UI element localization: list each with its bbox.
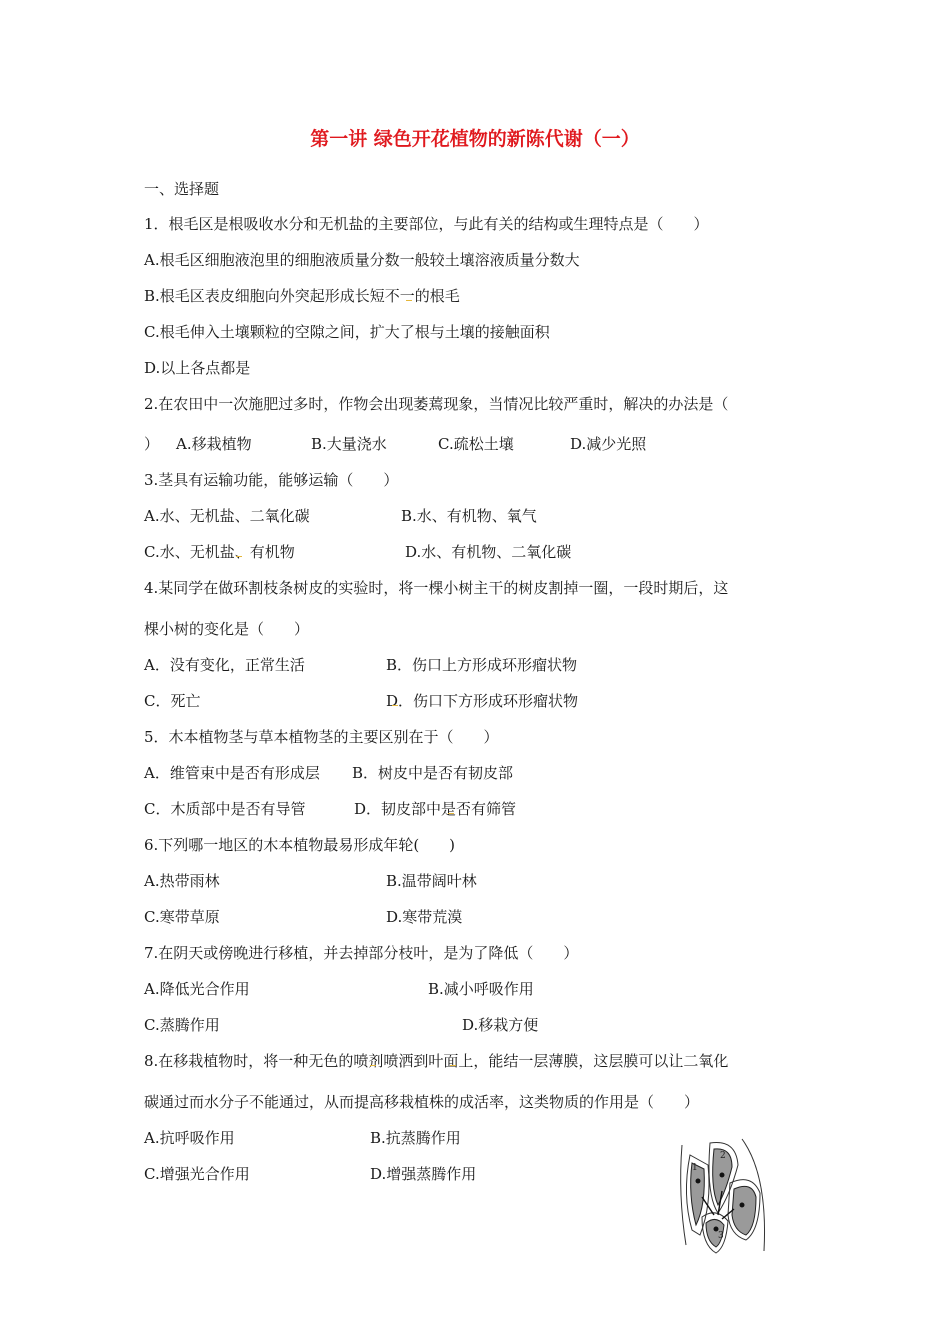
question-4-option-a: A．没有变化，正常生活: [144, 656, 305, 674]
question-5-option-c: C．木质部中是否有导管: [144, 800, 306, 818]
question-4-option-d: D．伤口下方形成环形瘤状物: [386, 692, 579, 710]
question-3-option-d: D.水、有机物、二氧化碳: [405, 543, 572, 561]
question-1-option-d: D.以上各点都是: [144, 359, 251, 377]
question-1-option-a: A.根毛区细胞液泡里的细胞液质量分数一般较土壤溶液质量分数大: [144, 251, 580, 269]
question-1-stem: 1．根毛区是根吸收水分和无机盐的主要部位，与此有关的结构或生理特点是（ ）: [144, 215, 709, 233]
scan-mark: [236, 553, 242, 557]
question-1-option-b: B.根毛区表皮细胞向外突起形成长短不一的根毛: [144, 287, 460, 305]
cell-label-2: 2: [720, 1151, 726, 1161]
question-6-stem: 6.下列哪一地区的木本植物最易形成年轮( ): [144, 836, 456, 854]
question-8-stem: 8.在移栽植物时，将一种无色的喷剂喷洒到叶面上，能结一层薄膜，这层膜可以让二氧化: [144, 1052, 729, 1070]
question-3-option-a: A.水、无机盐、二氧化碳: [144, 507, 310, 525]
scan-mark: [370, 1062, 376, 1066]
question-7-option-d: D.移栽方便: [462, 1016, 539, 1034]
cell-label-3: 3: [718, 1231, 724, 1241]
question-7-option-b: B.减小呼吸作用: [428, 980, 534, 998]
question-3-stem: 3.茎具有运输功能，能够运输（ ）: [144, 471, 399, 489]
question-2-stem-continuation: ）: [144, 435, 160, 453]
question-4-option-b: B．伤口上方形成环形瘤状物: [386, 656, 578, 674]
vacuole: [732, 1186, 756, 1235]
question-8-option-a: A.抗呼吸作用: [144, 1129, 235, 1147]
scan-mark: [406, 297, 412, 301]
question-6-option-d: D.寒带荒漠: [386, 908, 463, 926]
question-4-stem-continuation: 棵小树的变化是（ ）: [144, 620, 310, 638]
question-8-stem-continuation: 碳通过而水分子不能通过，从而提高移栽植株的成活率，这类物质的作用是（ ）: [144, 1093, 700, 1111]
question-1-option-c: C.根毛伸入土壤颗粒的空隙之间，扩大了根与土壤的接触面积: [144, 323, 550, 341]
question-8-option-d: D.增强蒸腾作用: [370, 1165, 477, 1183]
question-2-option-a: A.移栽植物: [176, 435, 252, 453]
question-7-option-c: C.蒸腾作用: [144, 1016, 220, 1034]
cell-label-1: 1: [692, 1163, 698, 1173]
question-2-option-d: D.减少光照: [570, 435, 647, 453]
nucleus: [740, 1203, 745, 1208]
question-5-option-d: D．韧皮部中是否有筛管: [354, 800, 517, 818]
question-8-option-b: B.抗蒸腾作用: [370, 1129, 461, 1147]
question-6-option-a: A.热带雨林: [144, 872, 220, 890]
nucleus: [720, 1173, 725, 1178]
page-title: 第一讲 绿色开花植物的新陈代谢（一）: [310, 128, 640, 150]
question-2-option-b: B.大量浇水: [311, 435, 387, 453]
question-5-option-b: B．树皮中是否有韧皮部: [352, 764, 514, 782]
question-7-stem: 7.在阴天或傍晚进行移植，并去掉部分枝叶，是为了降低（ ）: [144, 944, 579, 962]
question-3-option-b: B.水、有机物、氧气: [401, 507, 537, 525]
scan-mark: [392, 702, 398, 706]
scan-mark: [448, 810, 454, 814]
question-7-option-a: A.降低光合作用: [144, 980, 250, 998]
question-5-stem: 5．木本植物茎与草本植物茎的主要区别在于（ ）: [144, 728, 499, 746]
question-6-option-c: C.寒带草原: [144, 908, 220, 926]
plant-cells-diagram: [672, 1135, 772, 1255]
question-8-option-c: C.增强光合作用: [144, 1165, 250, 1183]
question-6-option-b: B.温带阔叶林: [386, 872, 477, 890]
question-4-option-c: C．死亡: [144, 692, 201, 710]
question-5-option-a: A．维管束中是否有形成层: [144, 764, 320, 782]
question-3-option-c: C.水、无机盐、有机物: [144, 543, 295, 561]
section-heading: 一、选择题: [144, 180, 220, 198]
question-2-stem: 2.在农田中一次施肥过多时，作物会出现萎蔫现象，当情况比较严重时，解决的办法是（: [144, 395, 729, 413]
question-4-stem: 4.某同学在做环割枝条树皮的实验时，将一棵小树主干的树皮割掉一圈，一段时期后，这: [144, 579, 729, 597]
cell-wall-line: [681, 1145, 686, 1245]
question-2-option-c: C.疏松土壤: [438, 435, 514, 453]
scan-mark: [450, 1062, 456, 1066]
nucleus: [696, 1179, 701, 1184]
